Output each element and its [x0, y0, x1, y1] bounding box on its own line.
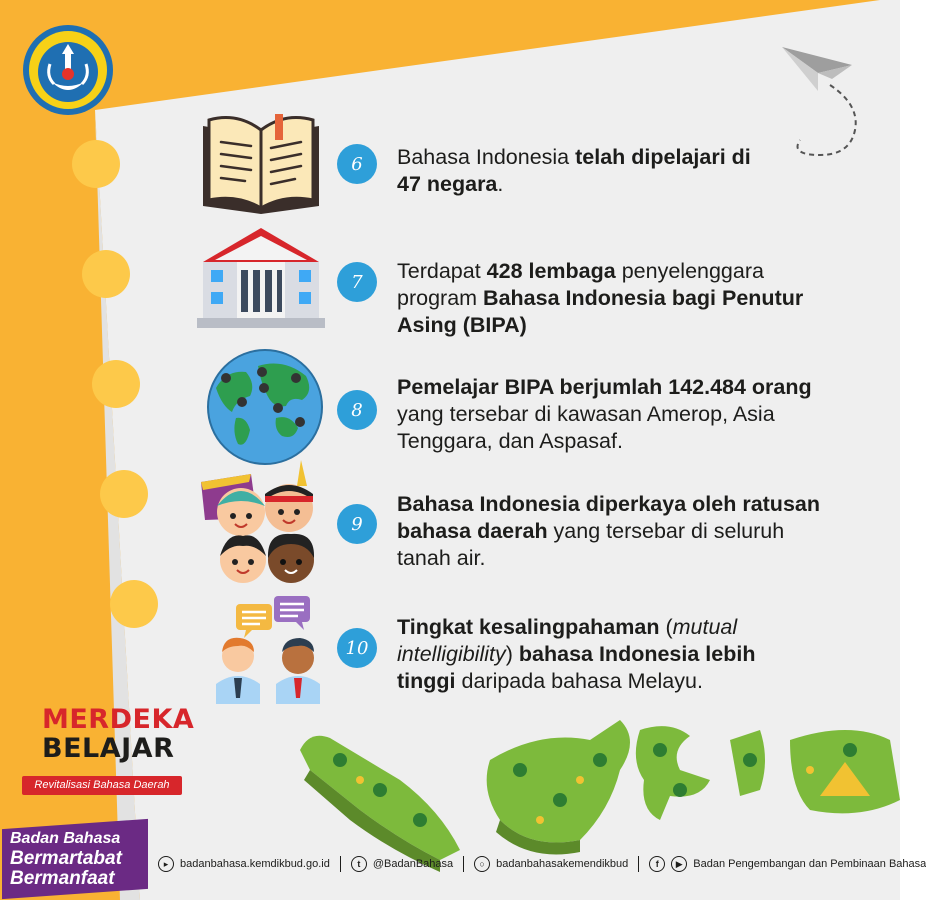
twitter-icon: t	[351, 856, 367, 872]
organization-name[interactable]: Badan Pengembangan dan Pembinaan Bahasa	[693, 858, 926, 870]
item-text-line	[397, 401, 837, 428]
item-text-line	[397, 171, 837, 198]
conversation-people-icon	[212, 596, 324, 704]
revitalisasi-banner: Revitalisasi Bahasa Daerah	[22, 776, 182, 795]
text-run: Bahasa Indonesia	[397, 145, 576, 169]
institution-building-icon	[197, 226, 325, 332]
binder-hole	[110, 580, 158, 628]
globe-map-icon	[206, 348, 324, 466]
open-book-icon	[197, 108, 325, 218]
footer-divider	[638, 856, 639, 872]
text-run: intelligibility	[397, 642, 506, 666]
item-text-9	[397, 491, 837, 572]
instagram-icon: ○	[474, 856, 490, 872]
text-run: daripada bahasa Melayu.	[455, 669, 703, 693]
item-text-line	[397, 258, 837, 285]
item-text-7	[397, 258, 837, 339]
item-text-line	[397, 144, 837, 171]
item-text-line	[397, 614, 837, 641]
text-run: (	[659, 615, 673, 639]
text-run: penyelenggara	[615, 259, 764, 283]
text-run: bahasa daerah	[397, 519, 548, 543]
footer-contacts	[158, 852, 926, 876]
text-run: Tingkat kesalingpahaman	[397, 615, 660, 639]
item-text-line	[397, 374, 837, 401]
globe-pointer-icon: ▸	[158, 856, 174, 872]
binder-hole	[72, 140, 120, 188]
item-number-badge: 7	[337, 262, 377, 302]
text-run: tinggi	[397, 669, 456, 693]
merdeka-word: MERDEKA	[42, 704, 195, 735]
item-text-line	[397, 312, 837, 339]
item-text-line	[397, 428, 837, 455]
text-run: program	[397, 286, 484, 310]
badge-line-1: Badan Bahasa	[10, 830, 121, 847]
website-link[interactable]: badanbahasa.kemdikbud.go.id	[180, 858, 330, 870]
text-run: )	[505, 642, 519, 666]
binder-hole	[92, 360, 140, 408]
youtube-icon: ▶	[671, 856, 687, 872]
item-text-line	[397, 491, 837, 518]
text-run: mutual	[672, 615, 738, 639]
text-run: Bahasa Indonesia bagi Penutur	[483, 286, 804, 310]
item-number-badge: 9	[337, 504, 377, 544]
binder-hole	[100, 470, 148, 518]
item-text-line	[397, 285, 837, 312]
footer-divider	[463, 856, 464, 872]
text-run: Asing (BIPA)	[397, 313, 527, 337]
text-run: Bahasa Indonesia diperkaya oleh ratusan	[397, 492, 820, 516]
item-text-6	[397, 144, 837, 198]
binder-hole	[82, 250, 130, 298]
item-text-8	[397, 374, 837, 455]
badge-line-3: Bermanfaat	[10, 868, 115, 889]
item-text-10	[397, 614, 837, 695]
item-text-line	[397, 545, 837, 572]
tut-wuri-handayani-logo	[22, 24, 114, 116]
text-run: .	[497, 172, 504, 196]
item-text-line	[397, 668, 837, 695]
text-run: yang tersebar di seluruh	[547, 519, 785, 543]
text-run: telah dipelajari di	[575, 145, 751, 169]
text-run: bahasa Indonesia lebih	[518, 642, 756, 666]
facebook-icon: f	[649, 856, 665, 872]
text-run: Terdapat	[397, 259, 487, 283]
item-text-line	[397, 518, 837, 545]
instagram-handle[interactable]: badanbahasakemendikbud	[496, 858, 629, 870]
item-number-badge: 6	[337, 144, 377, 184]
text-run: 428 lembaga	[486, 259, 616, 283]
badge-line-2: Bermartabat	[10, 848, 122, 869]
twitter-handle[interactable]: @BadanBahasa	[372, 858, 454, 870]
text-run: 47 negara	[397, 172, 498, 196]
diverse-people-icon	[197, 460, 327, 586]
belajar-word: BELAJAR	[42, 733, 175, 764]
text-run: Pemelajar BIPA berjumlah 142.484 orang	[397, 375, 812, 399]
footer-divider	[340, 856, 341, 872]
item-number-badge: 8	[337, 390, 377, 430]
text-run: tanah air.	[397, 546, 486, 570]
text-run: Tenggara, dan Aspasaf.	[397, 429, 623, 453]
badan-bahasa-badge	[0, 818, 150, 896]
item-text-line	[397, 641, 837, 668]
item-number-badge: 10	[337, 628, 377, 668]
text-run: yang tersebar di kawasan Amerop, Asia	[397, 402, 775, 426]
merdeka-belajar-logo	[42, 704, 195, 764]
